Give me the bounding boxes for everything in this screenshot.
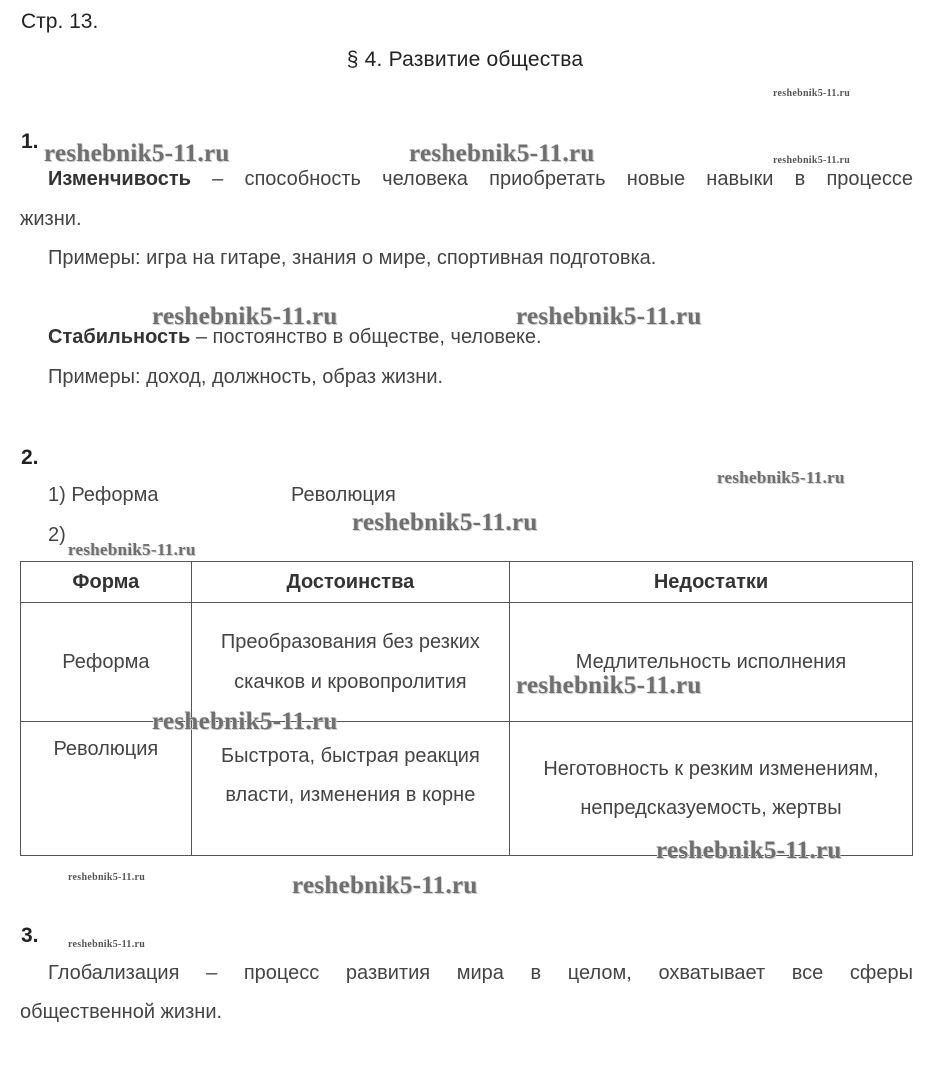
watermark: reshebnik5-11.ru [152, 303, 338, 330]
page-number: Стр. 13. [21, 10, 99, 33]
cell-form-reform: Реформа [21, 603, 192, 722]
q2-part2-label: 2) [48, 524, 66, 546]
watermark: reshebnik5-11.ru [44, 140, 230, 167]
term-stability: Стабильность [48, 326, 191, 348]
table-header-pros: Достоинства [191, 562, 509, 603]
question-1-number: 1. [21, 130, 39, 153]
watermark: reshebnik5-11.ru [68, 540, 196, 559]
watermark: reshebnik5-11.ru [152, 708, 338, 735]
cell-pros-revolution: Быстрота, быстрая реакция власти, изменения в корне [191, 722, 509, 856]
watermark: reshebnik5-11.ru [409, 140, 595, 167]
table-header-cons: Недостатки [509, 562, 912, 603]
watermark: reshebnik5-11.ru [656, 837, 842, 864]
watermark: reshebnik5-11.ru [292, 872, 478, 899]
question-3-number: 3. [21, 924, 39, 947]
watermark: reshebnik5-11.ru [516, 303, 702, 330]
term-variability: Изменчивость [48, 168, 191, 190]
table-row [21, 722, 913, 856]
question-2-number: 2. [21, 446, 39, 469]
q3-answer-line-2: общественной жизни. [20, 1001, 223, 1023]
q1-def1-continuation: жизни. [20, 208, 82, 230]
table-row [21, 603, 913, 722]
watermark: reshebnik5-11.ru [352, 509, 538, 536]
q1-examples-1: Примеры: игра на гитаре, знания о мире, спортивная подготовка. [48, 247, 657, 269]
section-title: § 4. Развитие общества [346, 48, 584, 71]
q1-def1-text: – способность человека приобретать новые навыки в процессе [190, 168, 913, 190]
cell-form-revolution: Революция [21, 722, 192, 856]
q1-examples-2: Примеры: доход, должность, образ жизни. [48, 366, 444, 388]
q3-answer-line-1: Глобализация – процесс развития мира в целом, охватывает все сферы [48, 962, 913, 984]
cell-cons-reform: Медлительность исполнения [509, 603, 912, 722]
watermark: reshebnik5-11.ru [773, 88, 851, 99]
q1-def2-text: – постоянство в обществе, человеке. [190, 326, 542, 348]
watermark: reshebnik5-11.ru [68, 872, 146, 883]
cell-cons-revolution: Неготовность к резким изменениям, непредсказуемость, жертвы [509, 722, 912, 856]
watermark: reshebnik5-11.ru [516, 672, 702, 699]
watermark: reshebnik5-11.ru [773, 155, 851, 166]
q2-part1-answer: Революция [291, 484, 396, 506]
watermark: reshebnik5-11.ru [717, 468, 845, 487]
cell-pros-reform: Преобразования без резких скачков и кровопролития [191, 603, 509, 722]
table-header-row [21, 562, 913, 603]
table-header-form: Форма [21, 562, 192, 603]
q2-part1-label: 1) Реформа [48, 484, 159, 506]
watermark: reshebnik5-11.ru [68, 939, 146, 950]
